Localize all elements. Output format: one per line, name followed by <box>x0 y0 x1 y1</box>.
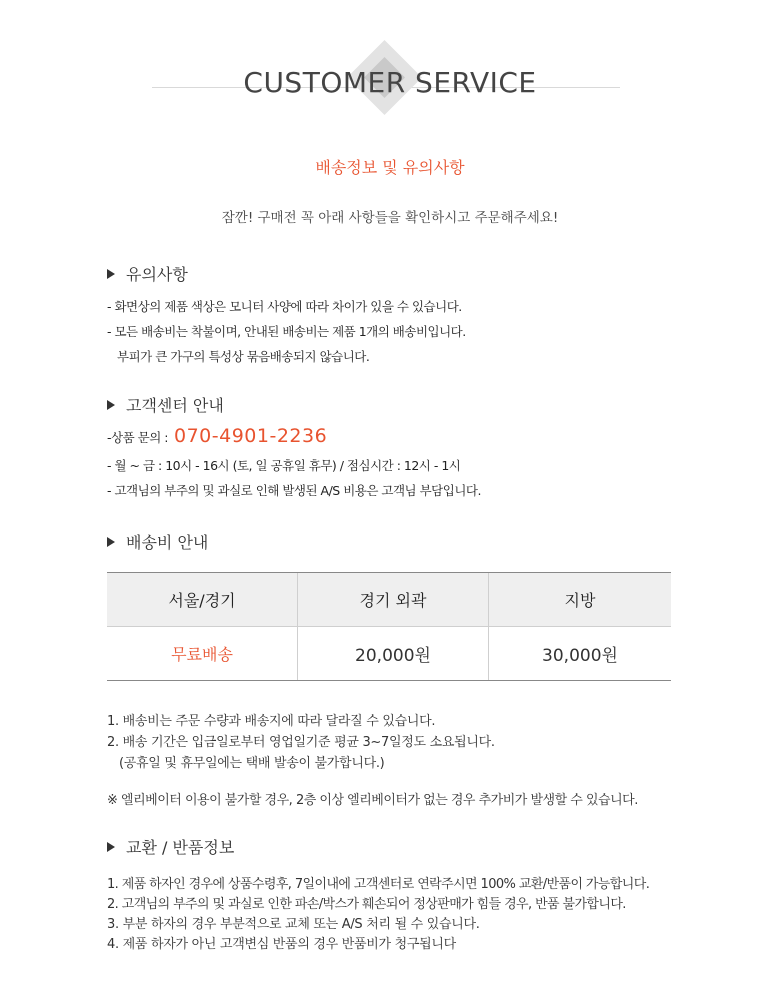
service-line: - 고객님의 부주의 및 과실로 인해 발생된 A/S 비용은 고객님 부담입니다. <box>107 483 481 498</box>
notice-heading-label: 유의사항 <box>126 265 188 284</box>
triangle-bullet-icon <box>107 400 115 410</box>
section-subtitle: 배송정보 및 유의사항 <box>315 158 465 177</box>
returns-line: 4. 제품 하자가 아닌 고객변심 반품의 경우 반품비가 청구됩니다 <box>107 937 456 952</box>
phone-row <box>107 425 327 447</box>
returns-heading-label: 교환 / 반품정보 <box>126 838 235 857</box>
notice-heading <box>107 262 188 285</box>
service-line: - 월 ~ 금 : 10시 - 16시 (토, 일 공휴일 휴무) / 점심시간 : 12시 - 1시 <box>107 458 461 473</box>
intro-text: 잠깐! 구매전 꼭 아래 사항들을 확인하시고 주문해주세요! <box>221 210 559 226</box>
triangle-bullet-icon <box>107 537 115 547</box>
shipping-note: (공휴일 및 휴무일에는 택배 발송이 불가합니다.) <box>119 756 385 771</box>
column-header: 서울/경기 <box>107 573 298 627</box>
table-header-row <box>107 573 671 627</box>
page-title: CUSTOMER SERVICE <box>243 66 537 99</box>
table-cell: 30,000원 <box>489 627 672 681</box>
service-heading-label: 고객센터 안내 <box>126 396 224 415</box>
returns-line: 2. 고객님의 부주의 및 과실로 인한 파손/박스가 훼손되어 정상판매가 힘들 경우, 반품 불가합니다. <box>107 897 626 912</box>
shipping-note: 2. 배송 기간은 입금일로부터 영업일기준 평균 3~7일정도 소요됩니다. <box>107 735 495 750</box>
triangle-bullet-icon <box>107 269 115 279</box>
shipping-fee-table <box>107 572 671 681</box>
elevator-note: ※ 엘리베이터 이용이 불가할 경우, 2층 이상 엘리베이터가 없는 경우 추가비가 발생할 수 있습니다. <box>107 793 638 808</box>
shipping-note: 1. 배송비는 주문 수량과 배송지에 따라 달라질 수 있습니다. <box>107 714 436 729</box>
table-cell: 20,000원 <box>298 627 489 681</box>
phone-number[interactable]: 070-4901-2236 <box>173 425 328 447</box>
shipping-heading <box>107 530 208 553</box>
column-header: 경기 외곽 <box>298 573 489 627</box>
notice-line: 부피가 큰 가구의 특성상 묶음배송되지 않습니다. <box>117 349 370 364</box>
table-cell-free: 무료배송 <box>107 627 298 681</box>
returns-line: 3. 부분 하자의 경우 부분적으로 교체 또는 A/S 처리 될 수 있습니다. <box>107 917 480 932</box>
notice-line: - 모든 배송비는 착불이며, 안내된 배송비는 제품 1개의 배송비입니다. <box>107 324 466 339</box>
returns-line: 1. 제품 하자인 경우에 상품수령후, 7일이내에 고객센터로 연락주시면 100% 교환/반품이 가능합니다. <box>107 877 650 892</box>
phone-label: -상품 문의 : <box>107 430 168 445</box>
column-header: 지방 <box>489 573 672 627</box>
service-heading <box>107 393 224 416</box>
triangle-bullet-icon <box>107 842 115 852</box>
table-row <box>107 627 671 681</box>
returns-heading <box>107 835 234 858</box>
shipping-heading-label: 배송비 안내 <box>126 533 209 552</box>
notice-line: - 화면상의 제품 색상은 모니터 사양에 따라 차이가 있을 수 있습니다. <box>107 299 462 314</box>
